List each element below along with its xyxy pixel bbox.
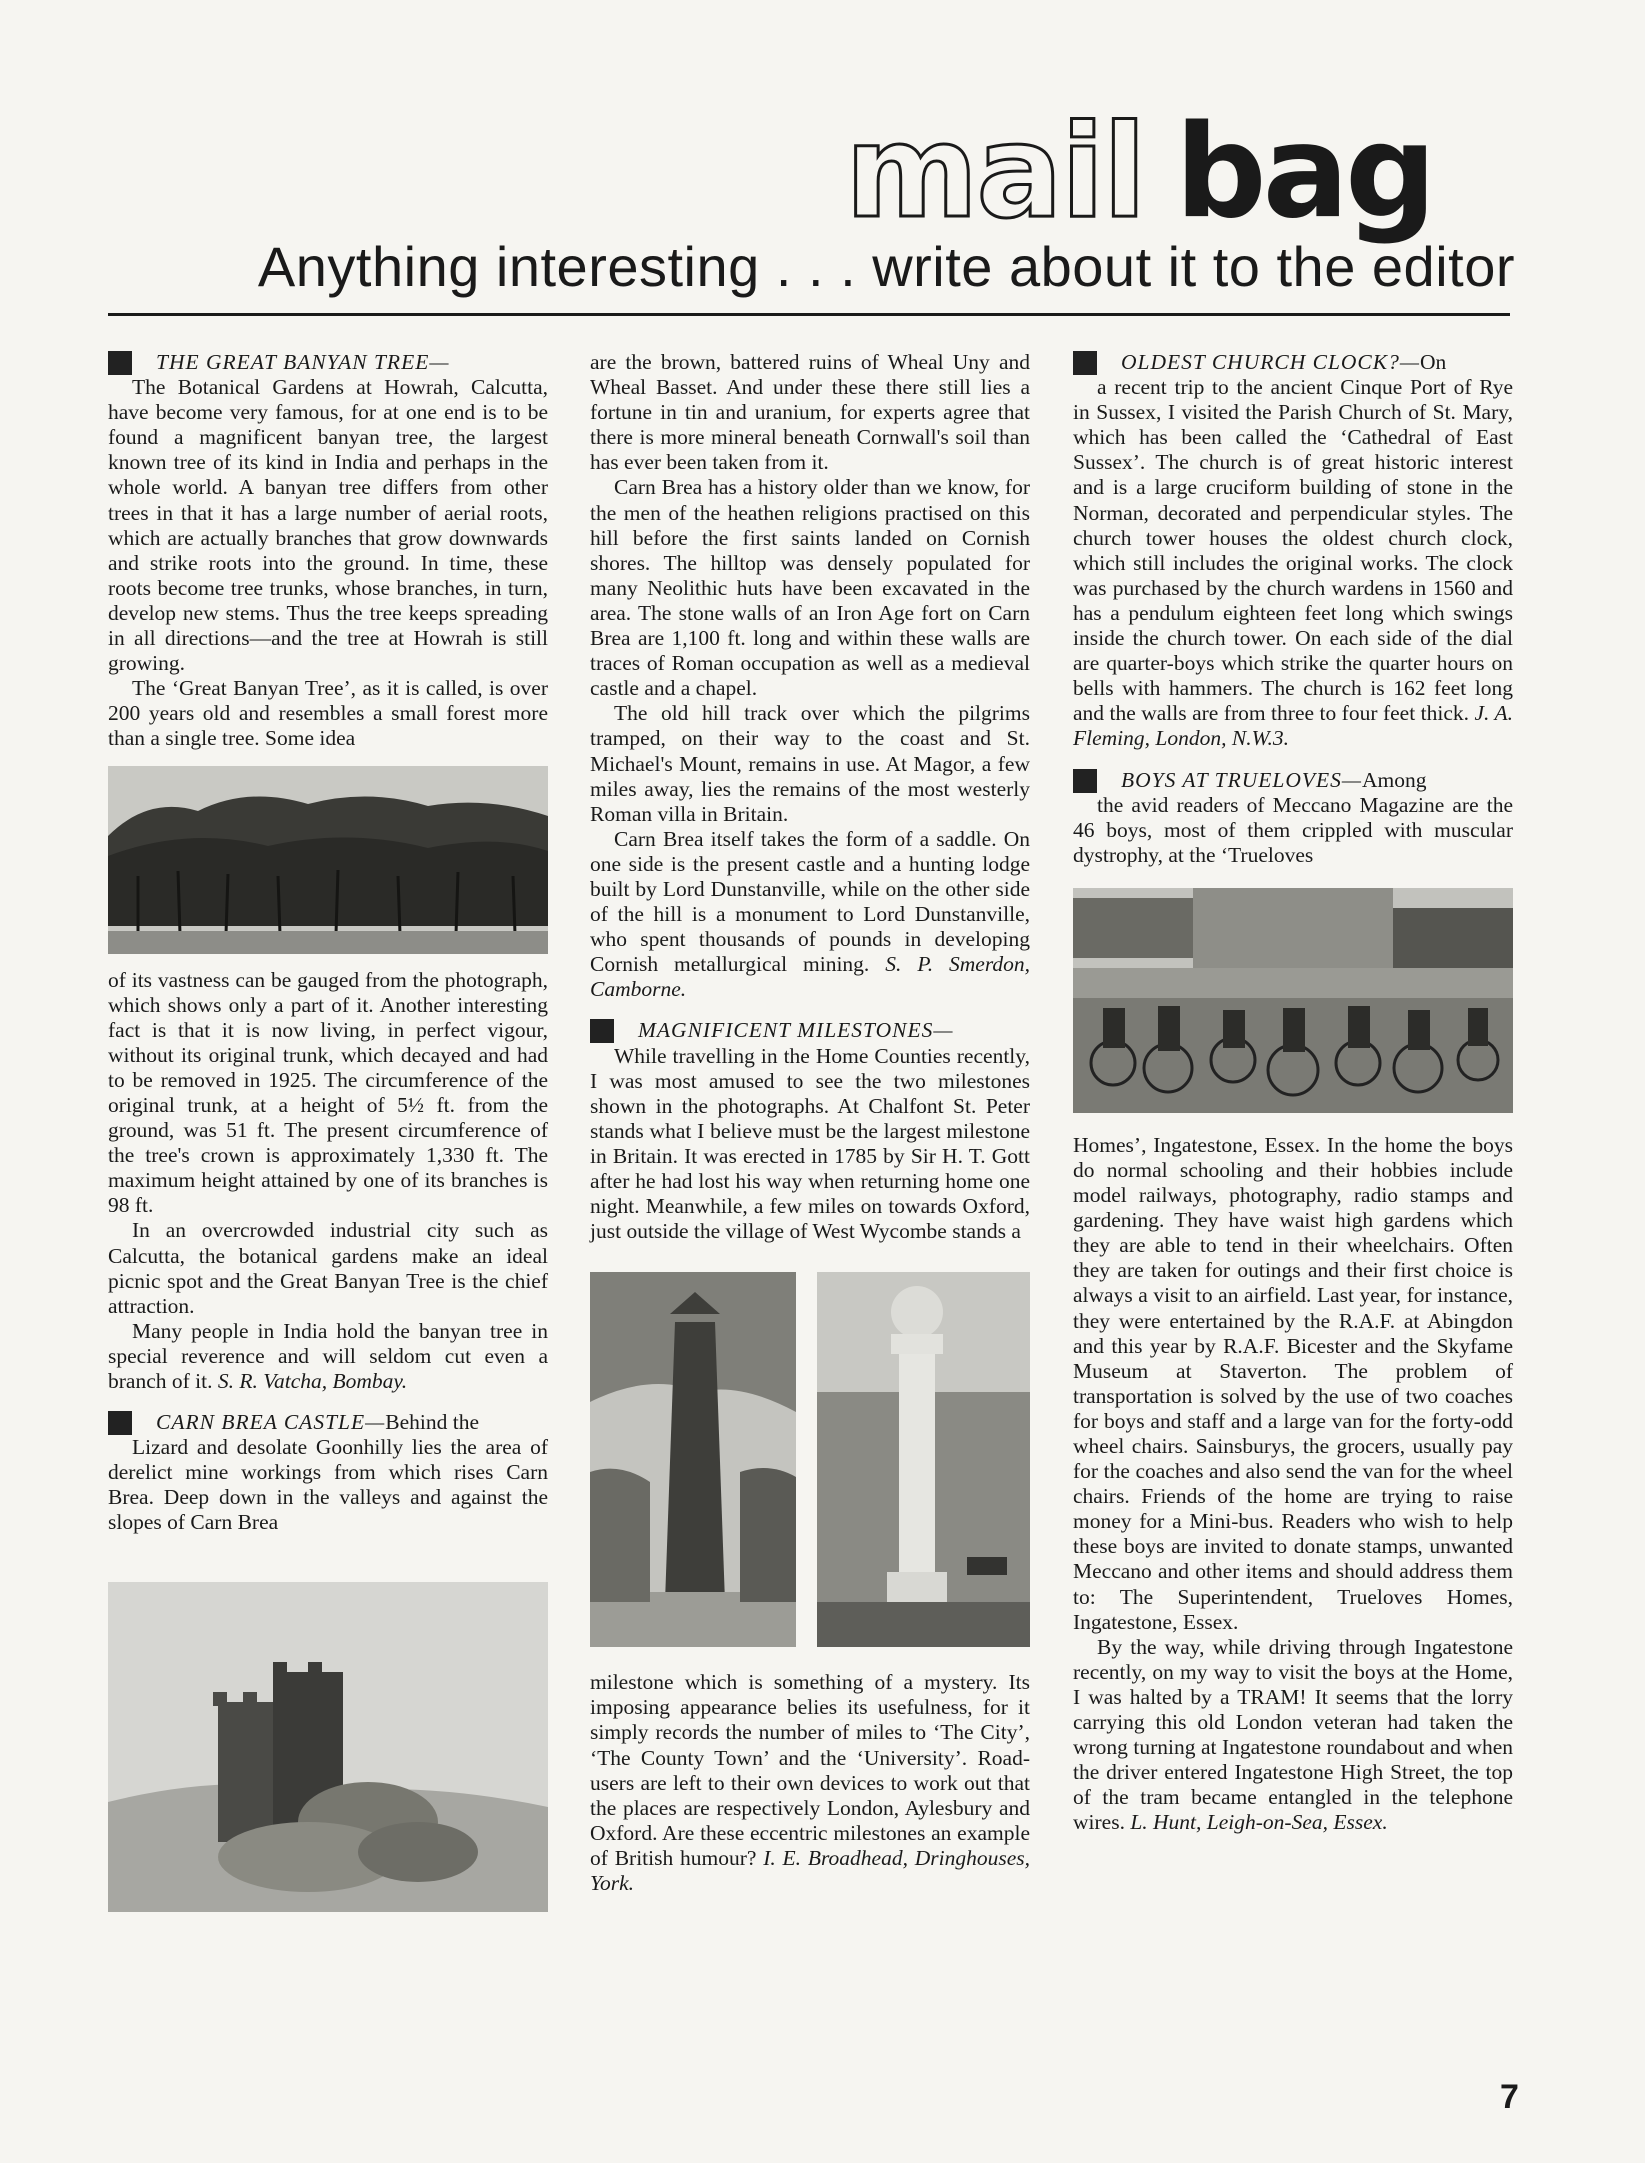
clock-letter-lead [1073,350,1513,375]
mailbag-masthead [845,98,1505,247]
clock-heading: OLDEST CHURCH CLOCK?— [1121,350,1420,374]
banyan-paragraph-3: of its vastness can be gauged from the photograph, which shows only a part of it. Another interesting fact is that it is now living, in perfect vigour, without its original trunk, which decayed and had to be removed in 1925. The circumference of the original trunk, at a height of 5½ ft. from the ground, was 51 ft. The present circumference of the tree's crown is approximately 1,330 ft. The maximum height attained by one of its branches is 98 ft. [108,967,548,1218]
carn-brea-castle-photo [108,1582,548,1912]
boys-heading: BOYS AT TRUELOVES— [1121,767,1362,792]
clock-lead-text: On [1419,350,1447,374]
banyan-paragraph-2: The ‘Great Banyan Tree’, as it is called, is over 200 years old and resembles a small forest more than a single tree. Some idea [108,676,548,751]
milestones-letter-lead [590,1018,1030,1043]
bullet-square-icon [1073,769,1097,793]
boys-signature: L. Hunt, Leigh-on-Sea, Essex. [1130,1810,1388,1835]
clock-paragraph-1 [1073,375,1513,751]
page-subtitle: Anything interesting . . . write about it to the editor [257,235,1515,298]
carn-lead-text: Behind the [385,1410,479,1435]
column-3 [1073,350,1513,1836]
castle-image [108,1582,548,1912]
carn-letter-lead [108,1410,548,1435]
clock-paragraph-1-text: a recent trip to the ancient Cinque Port of Rye in Sussex, I visited the Parish Church of St. Mary, which has been called the ‘Cathedral of East Sussex’. The church is of great historic interest and is a large cruciform building of stone in the Norman, decorated and perpendicular styles. The church tower houses the oldest church clock, which still includes the original works. The clock was purchased by the church wardens in 1560 and has a pendulum eighteen feet long which swings inside the church tower. On each side of the dial are quarter-boys which strike the quarter hours on bells with hammers. The church is 162 feet long and the walls are from three to four feet thick. [1073,375,1513,726]
milestones-heading: MAGNIFICENT MILESTONES— [638,1018,954,1043]
wheelchairs-image [1073,888,1513,1113]
banyan-paragraph-5 [108,1319,548,1394]
carn-paragraph-1: Lizard and desolate Goonhilly lies the area of derelict mine workings from which rises Carn Brea. Deep down in the valleys and against the slopes of Carn Brea [108,1435,548,1535]
wheelchair-boys-photo [1073,888,1513,1113]
milestones-paragraph-1: While travelling in the Home Counties recently, I was most amused to see the two milestones shown in the photographs. At Chalfont St. Peter stands what I believe must be the largest milestone in Britain. It was erected in 1785 by Sir H. T. Gott after he had lost his way when returning home one night. Meanwhile, a few miles on towards Oxford, just outside the village of West Wycombe stands a [590,1043,1030,1244]
carn-paragraph-4: The old hill track over which the pilgrims tramped, on their way to the coast and St. Michael's Mount, remains in use. At Magor, a few miles away, lies the remains of the most westerly Roman villa in Britain. [590,701,1030,826]
page-number: 7 [1500,2078,1519,2116]
milestones-paragraph-2-text: milestone which is something of a mystery. Its imposing appearance belies its usefulness, for it simply records the number of miles to ‘The City’, ‘The County Town’ and the ‘University’. Road-users are left to their own devices to work out that the places are respectively London, Aylesbury and Oxford. Are these eccentric milestones an example of British humour? [590,1670,1030,1870]
boys-paragraph-3 [1073,1635,1513,1836]
banyan-paragraph-4: In an overcrowded industrial city such as Calcutta, the botanical gardens make an ideal picnic spot and the Great Banyan Tree is the chief attraction. [108,1218,548,1318]
column-milestone-photo [817,1272,1030,1647]
clock-signature: J. A. Fleming, London, N.W.3. [1073,701,1514,751]
boys-letter-lead [1073,768,1513,793]
banyan-tree-image [108,766,548,954]
obelisk-milestone-photo [590,1272,796,1647]
masthead-outline-text: mail [845,98,1145,247]
carn-paragraph-5-text: Carn Brea itself takes the form of a saddle. On one side is the present castle and a hunting lodge built by Lord Dunstanville, while on the other side of the hill is a monument to Lord Dunstanville, who spent thousands of pounds in developing Cornish metallurgical mining. [590,826,1030,977]
milestones-paragraph-2 [590,1670,1030,1896]
banyan-heading: THE GREAT BANYAN TREE— [156,350,450,374]
banyan-tree-photo [108,766,548,954]
obelisk-image [590,1272,796,1647]
boys-lead-text: Among [1362,767,1427,792]
carn-paragraph-5 [590,827,1030,1003]
bullet-square-icon [1073,351,1097,375]
bullet-square-icon [108,1411,132,1435]
column-image [817,1272,1030,1647]
carn-paragraph-3: Carn Brea has a history older than we know, for the men of the heathen religions practised on this hill before the first saints landed on Cornish shores. The hilltop was densely populated for many Neolithic huts have been excavated in the area. The stone walls of an Iron Age fort on Carn Brea are 1,100 ft. long and within these walls are traces of Roman occupation as well as a medieval castle and a chapel. [590,475,1030,701]
carn-heading: CARN BREA CASTLE— [156,1410,386,1435]
banyan-signature: S. R. Vatcha, Bombay. [217,1369,408,1393]
milestones-photos [590,1272,1030,1652]
column-2 [590,350,1030,1896]
carn-signature: S. P. Smerdon, Camborne. [590,952,1031,1002]
boys-paragraph-1: the avid readers of Meccano Magazine are the 46 boys, most of them crippled with muscular dystrophy, at the ‘Trueloves [1073,792,1513,867]
bullet-square-icon [590,1019,614,1043]
header-rule [108,313,1510,316]
boys-paragraph-3-text: By the way, while driving through Ingatestone recently, on my way to visit the boys at the Home, I was halted by a TRAM! It seems that the lorry carrying this old London veteran had taken the wrong turning at Ingatestone roundabout and when the driver entered Ingatestone High Street, the top of the tram became entangled in the telephone wires. [1073,1634,1513,1835]
boys-paragraph-2: Homes’, Ingatestone, Essex. In the home the boys do normal schooling and their hobbies include model railways, photography, radio stamps and gardening. They have waist high gardens which they are able to tend in their wheelchairs. Often they are taken for outings and their first choice is always a visit to an airfield. Last year, for instance, they were entertained by the R.A.F. at Abingdon and this year by R.A.F. Bicester and the Skyfame Museum at Staverton. The problem of transportation is solved by the use of two coaches for boys and staff and a large van for the forty-odd wheel chairs. Sainsburys, the grocers, usually pay for the coaches and also send the van for the wheel chairs. Friends of the home are trying to raise money for a Mini-bus. Readers who wish to help these boys are invited to donate stamps, unwanted Meccano and other items and should address them to: The Superintendent, Trueloves Homes, Ingatestone, Essex. [1073,1132,1513,1634]
milestones-signature: I. E. Broadhead, Dringhouses, York. [590,1845,1030,1896]
masthead-solid-text: bag [1175,98,1433,247]
bullet-square-icon [108,351,132,375]
banyan-paragraph-5-text: Many people in India hold the banyan tree in special reverence and will seldom cut even a branch of it. [108,1318,548,1393]
carn-paragraph-2: are the brown, battered ruins of Wheal Uny and Wheal Basset. And under these there still lies a fortune in tin and uranium, for experts agree that there is more mineral beneath Cornwall's soil than has ever been taken from it. [590,350,1030,475]
banyan-letter-lead [108,350,548,375]
column-1 [108,350,548,1926]
banyan-paragraph-1: The Botanical Gardens at Howrah, Calcutta, have become very famous, for at one end is to be found a magnificent banyan tree, the largest known tree of its kind in India and perhaps in the whole world. A banyan tree differs from other trees in that it has a large number of aerial roots, which are actually branches that grow downwards and strike roots into the ground. In time, these roots become tree trunks, whose branches, in turn, develop new stems. Thus the tree keeps spreading in all directions—and the tree at Howrah is still growing. [108,375,548,676]
